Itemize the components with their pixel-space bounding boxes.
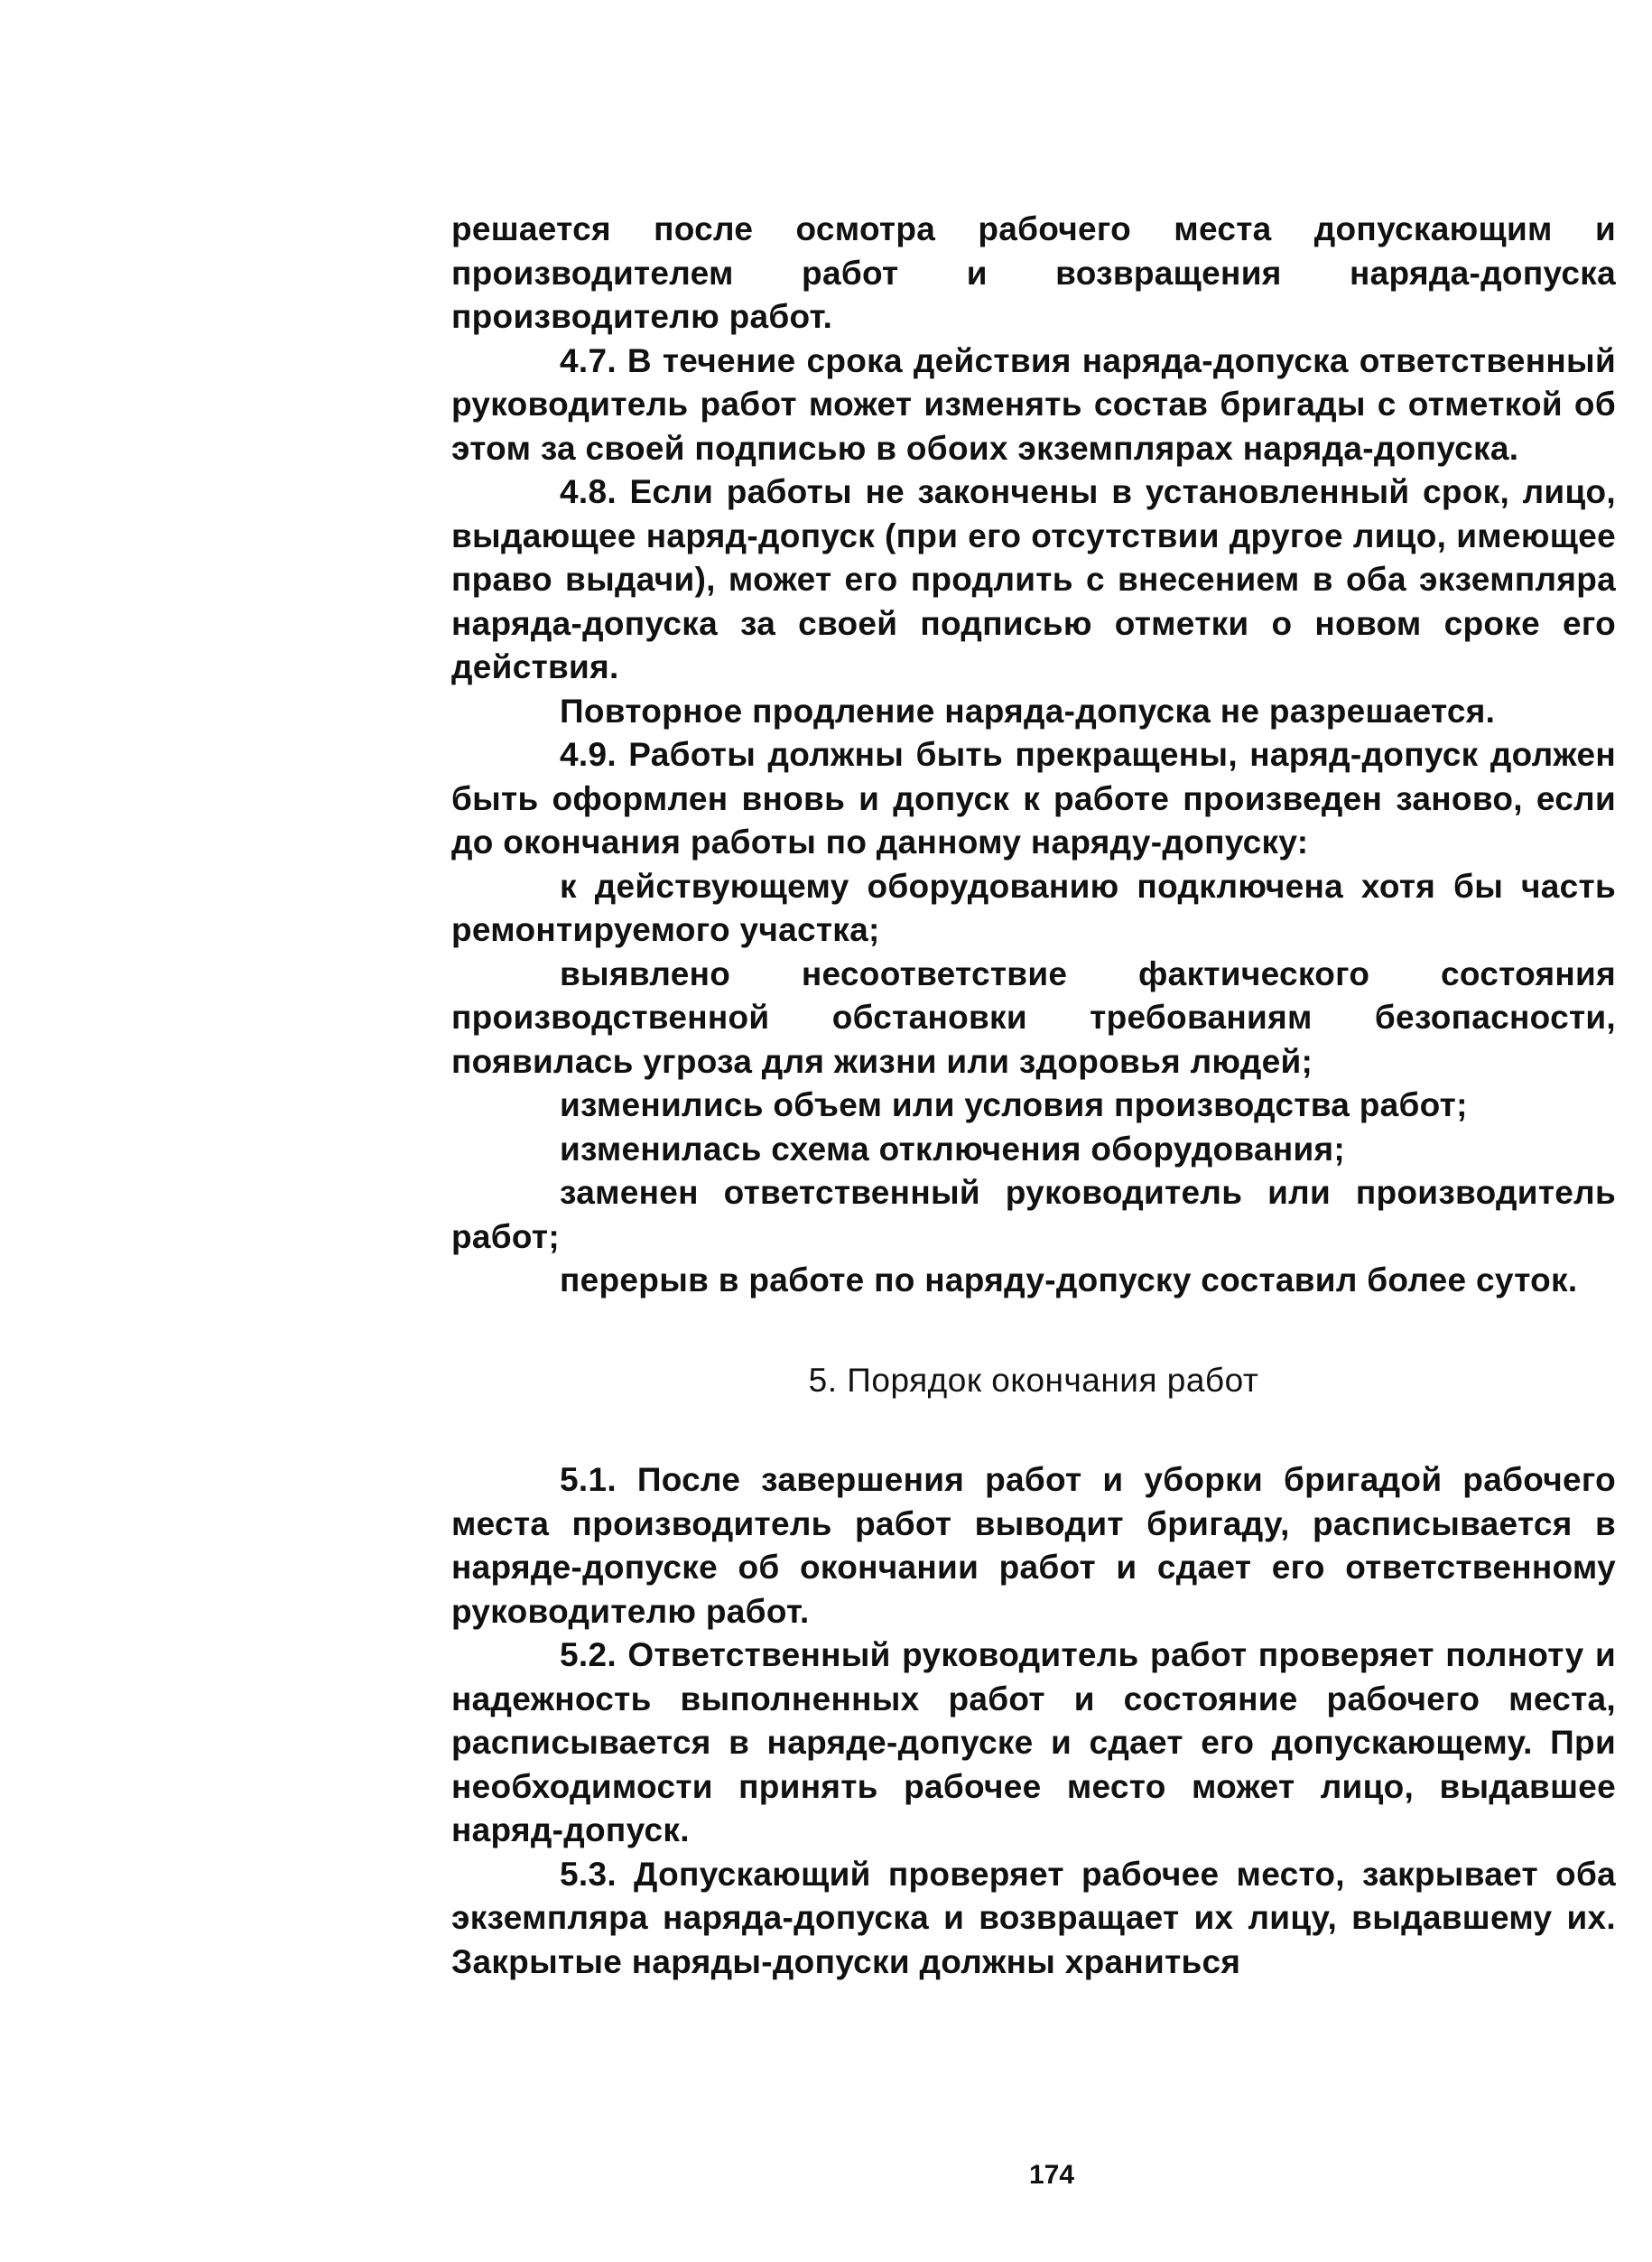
list-item-manager-replaced: заменен ответственный руководитель или производитель работ;: [451, 1174, 1616, 1255]
paragraph-5-2: 5.2. Ответственный руководитель работ проверяет полноту и надежность выполненных работ и состояние рабочего места, расписывается в наряде-допуске и сдает его допускающему. При необходимости принять рабочее место может лицо, выдавшее наряд-допуск.: [451, 1636, 1616, 1848]
paragraph-5-3: 5.3. Допускающий проверяет рабочее место, закрывает оба экземпляра наряда-допуска и возвращает их лицу, выдавшему их. Закрытые наряды-допуски должны храниться: [451, 1855, 1616, 1980]
paragraph-4-7: 4.7. В течение срока действия наряда-допуска ответственный руководитель работ может изменять состав бригады с отметкой об этом за своей подписью в обоих экземплярах наряда-допуска.: [451, 341, 1616, 467]
paragraph-4-9: 4.9. Работы должны быть прекращены, наряд-допуск должен быть оформлен вновь и допуск к работе произведен заново, если до окончания работы по данному наряду-допуску:: [451, 736, 1616, 861]
page-body: [451, 208, 1616, 1984]
spacer: [451, 1402, 1616, 1458]
paragraph-continuation: решается после осмотра рабочего места допускающим и производителем работ и возвращения наряда-допуска производителю работ.: [451, 210, 1616, 335]
paragraph-4-8: 4.8. Если работы не закончены в установленный срок, лицо, выдающее наряд-допуск (при его отсутствии другое лицо, имеющее право выдачи), может его продлить с внесением в оба экземпляра наряда-допуска за своей подписью отметки о новом сроке его действия.: [451, 473, 1616, 685]
list-item-safety-mismatch: выявлено несоответствие фактического состояния производственной обстановки требованиям безопасности, появилась угроза для жизни или здоровья людей;: [451, 954, 1616, 1080]
list-item-work-break: перерыв в работе по наряду-допуску составил более суток.: [560, 1261, 1578, 1299]
page-number: [0, 2160, 1652, 2191]
paragraph-5-1: 5.1. После завершения работ и уборки бригадой рабочего места производитель работ выводит бригаду, расписывается в наряде-допуске об окончании работ и сдает его ответственному руководителю работ.: [451, 1461, 1616, 1630]
section-heading: 5. Порядок окончания работ: [808, 1361, 1259, 1399]
list-item-connected-equipment: к действующему оборудованию подключена хотя бы часть ремонтируемого участка;: [451, 867, 1616, 948]
page-number-text: 174: [1028, 2160, 1075, 2190]
list-item-scheme-changed: изменилась схема отключения оборудования;: [560, 1130, 1346, 1168]
spacer: [451, 1303, 1616, 1359]
list-item-scope-changed: изменились объем или условия производства работ;: [560, 1086, 1468, 1123]
paragraph-repeat-extension: Повторное продление наряда-допуска не разрешается.: [560, 692, 1496, 730]
